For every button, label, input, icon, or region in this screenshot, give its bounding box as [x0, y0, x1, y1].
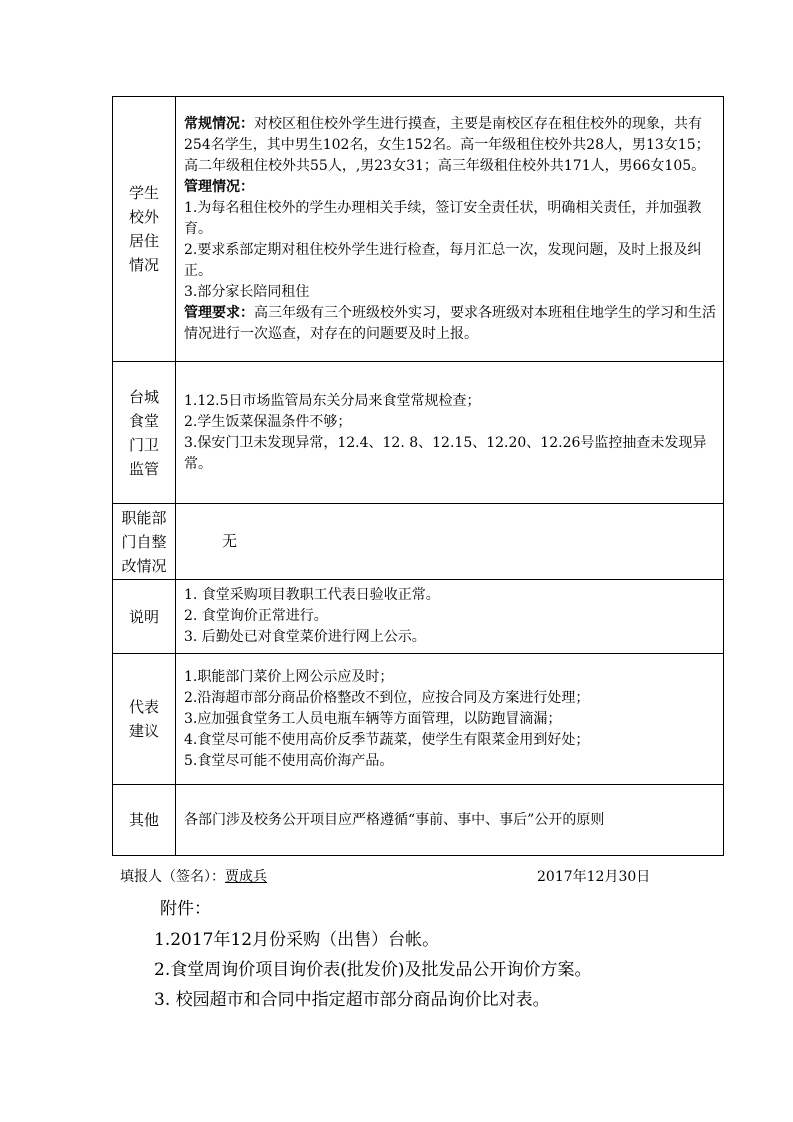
requirement-paragraph	[184, 303, 719, 345]
list-item: 3.应加强食堂务工人员电瓶车辆等方面管理，以防跑冒滴漏；	[184, 710, 562, 727]
list-item: 3.保安门卫未发现异常，12.4、12. 8、12.15、12.20、12.26号监控抽查未发现异常。	[184, 434, 707, 472]
rectify-text: 无	[222, 532, 238, 550]
list-item: 3. 后勤处已对食堂菜价进行网上公示。	[184, 629, 426, 645]
routine-text: 对校区租住校外学生进行摸查，主要是南校区存在租住校外的现象，共有254名学生，其中男生102名，女生152名。高一年级租住校外共28人，男13女15；高二年级租住校外共55人，,男23女31；高三年级租住校外共171人，男66女105。	[184, 115, 710, 174]
list-item: 1.12.5日市场监管局东关分局来食堂常规检查；	[184, 392, 481, 409]
attachments-title: 附件：	[160, 899, 211, 919]
suggest-content	[176, 654, 724, 785]
row-label: 其他	[113, 785, 176, 856]
routine-paragraph	[184, 114, 719, 177]
rectify-content	[176, 504, 724, 580]
report-date: 2017年12月30日	[537, 869, 651, 885]
requirement-text: 高三年级有三个班级校外实习，要求各班级对本班租住地学生的学习和生活情况进行一次巡查，对存在的问题要及时上报。	[184, 304, 716, 342]
table-row	[113, 654, 724, 785]
filler-label: 填报人（签名）：	[120, 869, 225, 885]
row-label: 代表建议	[113, 654, 176, 785]
table-row	[113, 504, 724, 580]
routine-heading: 常规情况：	[184, 115, 254, 132]
list-item: 4.食堂尽可能不使用高价反季节蔬菜，使学生有限菜金用到好处；	[184, 731, 590, 748]
notes-content	[176, 580, 724, 654]
residence-content	[176, 97, 724, 362]
list-item: 5.食堂尽可能不使用高价海产品。	[184, 752, 394, 769]
filler-signature	[120, 866, 267, 886]
other-content	[176, 785, 724, 856]
row-label: 学生校外居住情况	[113, 97, 176, 362]
report-table	[112, 96, 724, 856]
list-item: 1.为每名租住校外的学生办理相关手续，签订安全责任状，明确相关责任，并加强教育。	[184, 199, 702, 237]
attachment-item: 1.2017年12月份采购（出售）台帐。	[154, 930, 440, 950]
mgmt-heading: 管理情况：	[184, 178, 254, 195]
list-item: 1. 食堂采购项目教职工代表日验收正常。	[184, 587, 440, 603]
list-item: 3.部分家长陪同租住	[184, 283, 310, 300]
requirement-heading: 管理要求：	[184, 304, 254, 321]
canteen-content	[176, 362, 724, 504]
row-label: 台城食堂门卫监管	[113, 362, 176, 504]
list-item: 2.学生饭菜保温条件不够；	[184, 413, 352, 430]
attachment-item: 3. 校园超市和合同中指定超市部分商品询价比对表。	[154, 990, 550, 1010]
row-label: 说明	[113, 580, 176, 654]
attachment-item: 2.食堂周询价项目询价表(批发价)及批发品公开询价方案。	[154, 960, 592, 980]
table-row	[113, 362, 724, 504]
table-row	[113, 580, 724, 654]
row-label: 职能部门自整改情况	[113, 504, 176, 580]
table-row	[113, 785, 724, 856]
filler-name: 贾成兵	[225, 869, 267, 885]
list-item: 2.要求系部定期对租住校外学生进行检查，每月汇总一次，发现问题，及时上报及纠正。	[184, 241, 702, 279]
list-item: 1.职能部门菜价上网公示应及时；	[184, 668, 394, 685]
list-item: 2.沿海超市部分商品价格整改不到位，应按合同及方案进行处理；	[184, 689, 590, 706]
other-text: 各部门涉及校务公开项目应严格遵循“事前、事中、事后”公开的原则	[184, 811, 605, 828]
list-item: 2. 食堂询价正常进行。	[184, 608, 328, 624]
table-row	[113, 97, 724, 362]
